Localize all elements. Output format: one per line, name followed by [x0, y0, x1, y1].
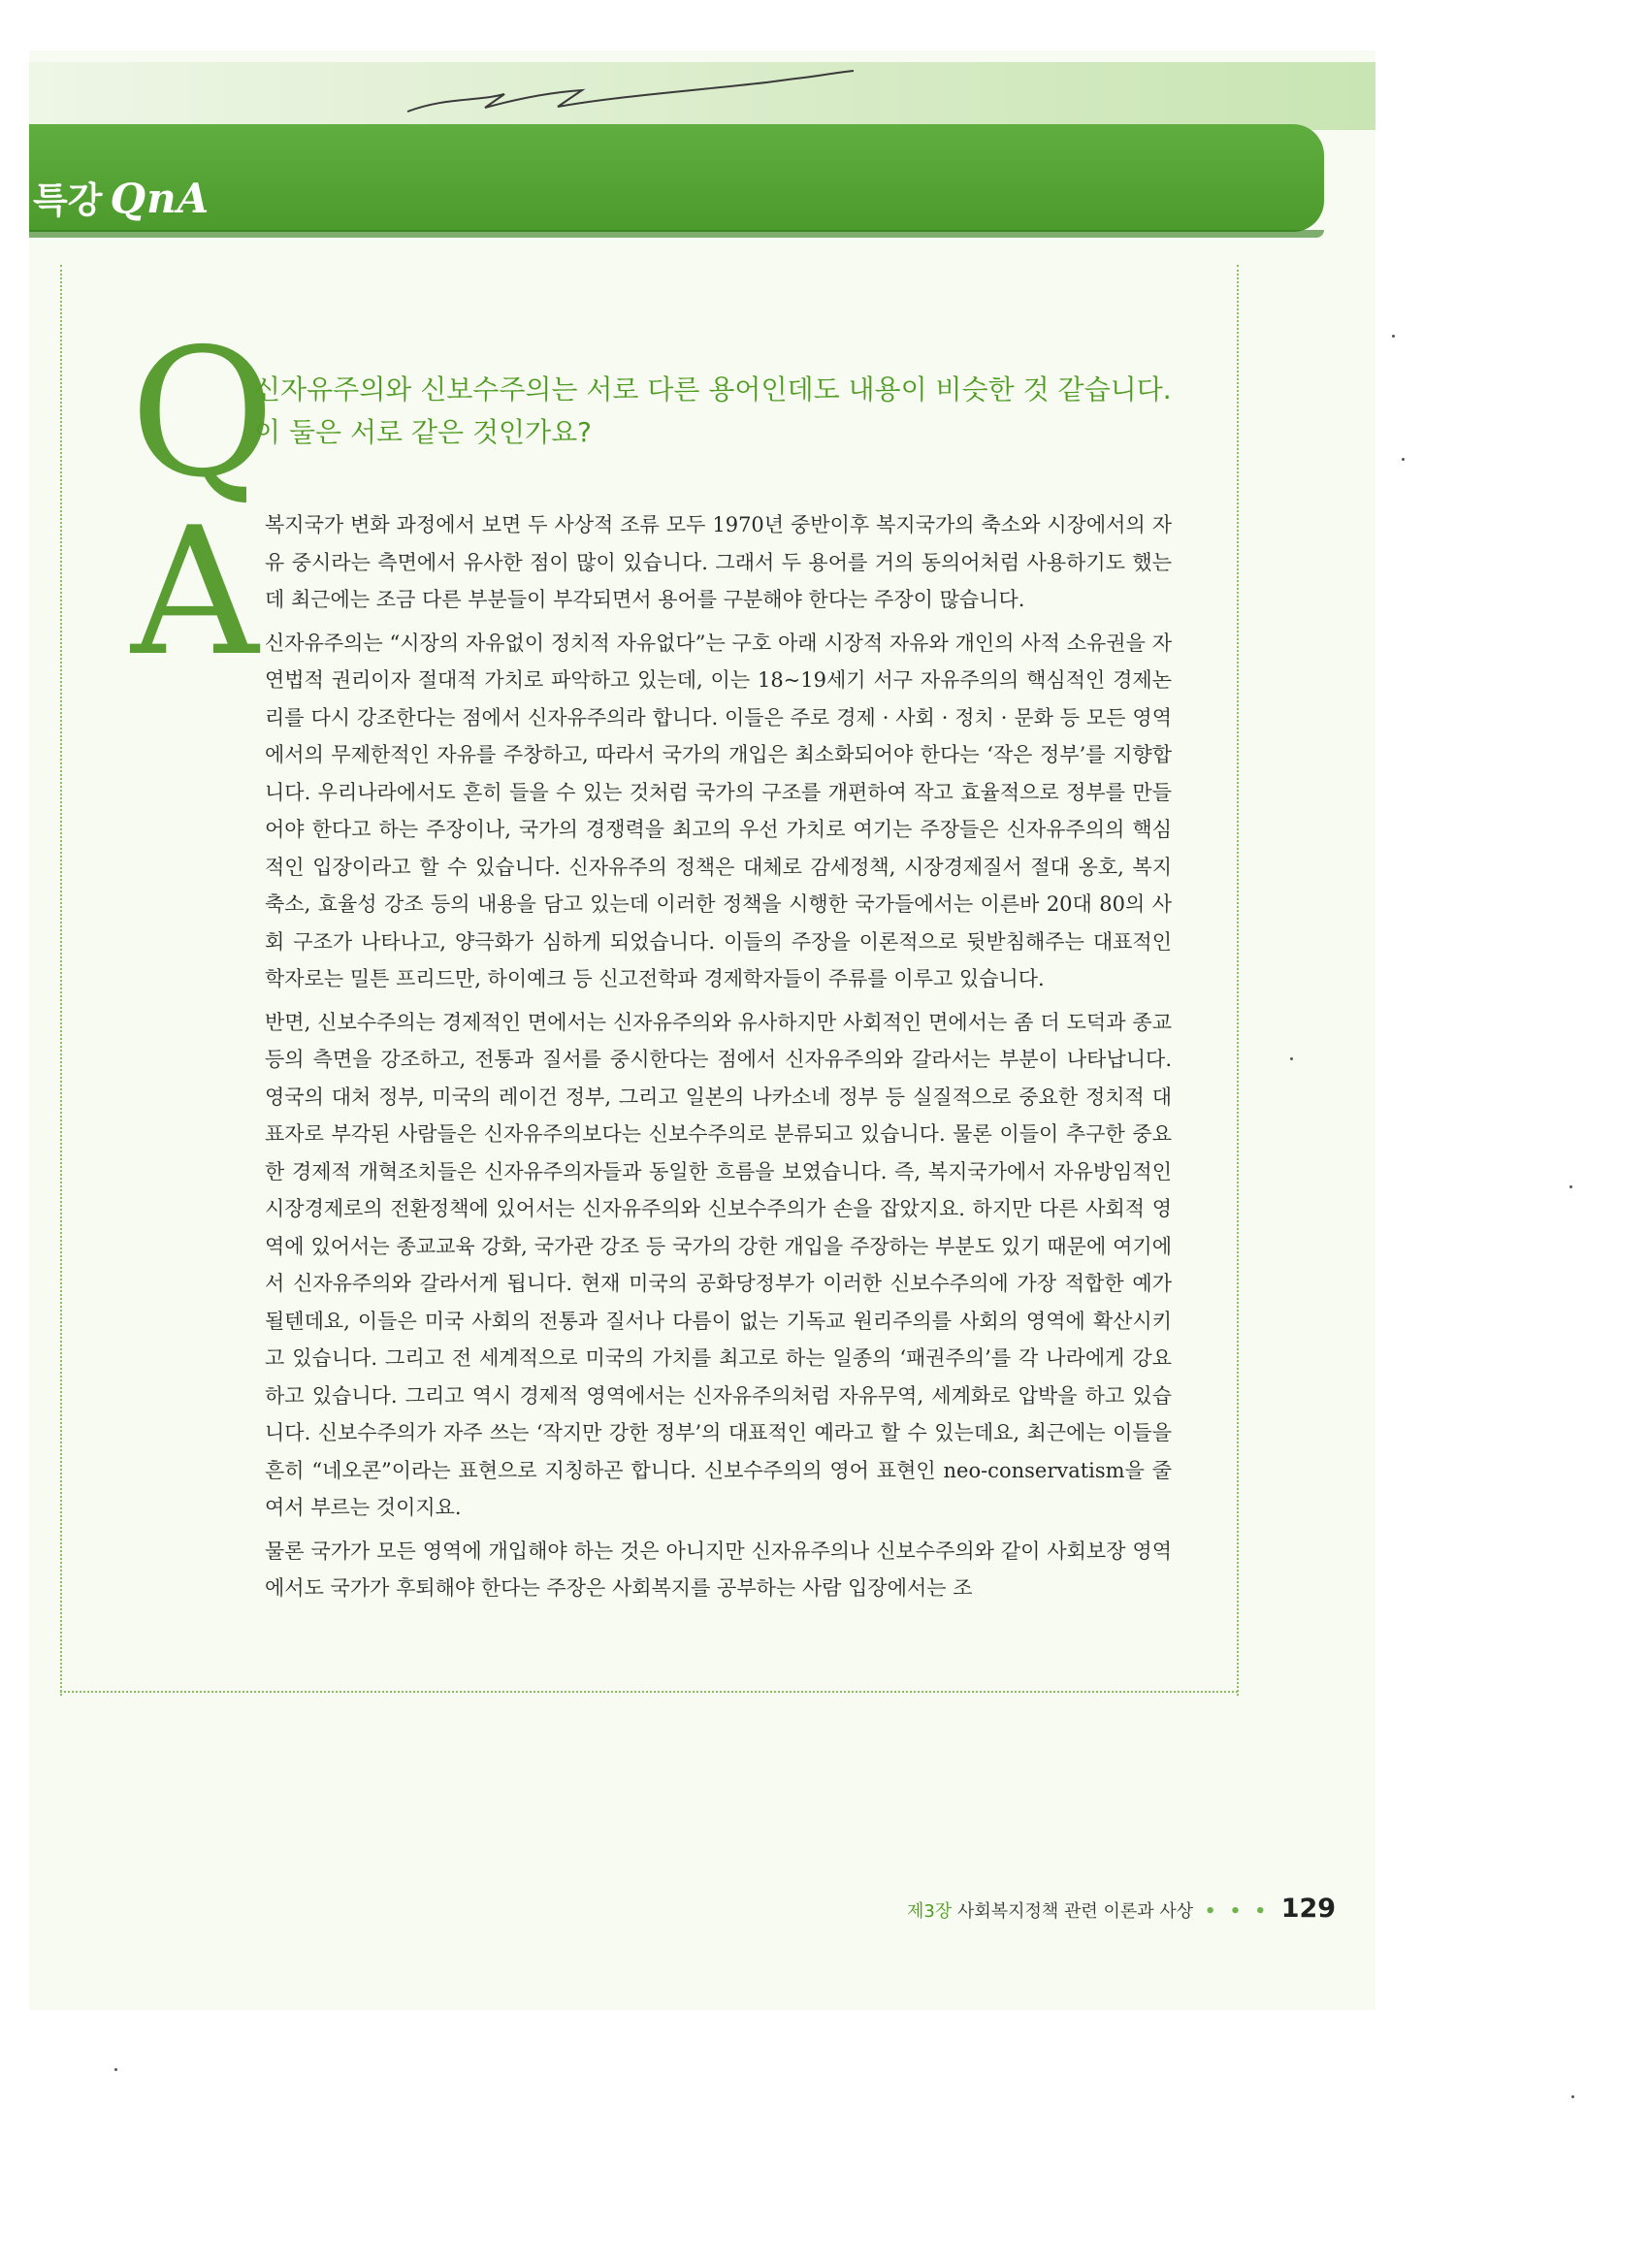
header-bar	[29, 124, 1324, 232]
left-dotted-rule	[60, 265, 62, 1696]
scan-speck	[1569, 1185, 1572, 1188]
scan-speck	[1290, 1057, 1293, 1060]
scan-speck	[1392, 335, 1395, 338]
bottom-dotted-rule	[60, 1691, 1238, 1693]
page-footer	[907, 1894, 1336, 1924]
section-title	[33, 175, 210, 222]
answer-paragraph: 반면, 신보수주의는 경제적인 면에서는 신자유주의와 유사하지만 사회적인 면에서는 좀 더 도덕과 종교 등의 측면을 강조하고, 전통과 질서를 중시한다는 점에서 신자유주의와 갈라서는 부분이 나타납니다. 영국의 대처 정부, 미국의 레이건 정부, 그리고 일본의 나카소네 정부 등 실질적으로 중요한 정치적 대표자로 부각된 사람들은 신자유주의보다는 신보수주의로 분류되고 있습니다. 물론 이들이 추구한 중요한 경제적 개혁조치들은 신자유주의자들과 동일한 흐름을 보였습니다. 즉, 복지국가에서 자유방임적인 시장경제로의 전환정책에 있어서는 신자유주의와 신보수주의가 손을 잡았지요. 하지만 다른 사회적 영역에 있어서는 종교교육 강화, 국가관 강조 등 국가의 강한 개입을 주장하는 부분도 있기 때문에 여기에서 신자유주의와 갈라서게 됩니다. 현재 미국의 공화당정부가 이러한 신보수주의에 가장 적합한 예가 될텐데요, 이들은 미국 사회의 전통과 질서나 다름이 없는 기독교 원리주의를 사회의 영역에 확산시키고 있습니다. 그리고 전 세계적으로 미국의 가치를 최고로 하는 일종의 ‘패권주의’를 각 나라에게 강요하고 있습니다. 그리고 역시 경제적 영역에서는 신자유주의처럼 자유무역, 세계화로 압박을 하고 있습니다. 신보수주의가 자주 쓰는 ‘작지만 강한 정부’의 대표적인 예라고 할 수 있는데요, 최근에는 이들을 흔히 “네오콘”이라는 표현으로 지칭하곤 합니다. 신보수주의의 영어 표현인 neo-conservatism을 줄여서 부르는 것이지요.	[265, 1010, 1172, 1519]
answer-paragraph: 복지국가 변화 과정에서 보면 두 사상적 조류 모두 1970년 중반이후 복지국가의 축소와 시장에서의 자유 중시라는 측면에서 유사한 점이 많이 있습니다. 그래서 두 용어를 거의 동의어처럼 사용하기도 했는데 최근에는 조금 다른 부분들이 부각되면서 용어를 구분해야 한다는 주장이 많습니다.	[265, 513, 1172, 611]
footer-dots: • • •	[1204, 1901, 1270, 1922]
section-title-qna: QnA	[110, 175, 210, 222]
scan-speck	[1571, 2095, 1574, 2098]
scan-speck	[114, 2068, 117, 2071]
scan-speck	[1402, 458, 1405, 461]
footer-title: 사회복지정책 관련 이론과 사상	[956, 1901, 1194, 1922]
answer-initial: A	[131, 489, 259, 695]
answer-paragraph: 신자유주의는 “시장의 자유없이 정치적 자유없다”는 구호 아래 시장적 자유와 개인의 사적 소유권을 자연법적 권리이자 절대적 가치로 파악하고 있는데, 이는 18~19세기 서구 자유주의의 핵심적인 경제논리를 다시 강조한다는 점에서 신자유주의라 합니다. 이들은 주로 경제 · 사회 · 정치 · 문화 등 모든 영역에서의 무제한적인 자유를 주창하고, 따라서 국가의 개입은 최소화되어야 한다는 ‘작은 정부’를 지향합니다. 우리나라에서도 흔히 들을 수 있는 것처럼 국가의 구조를 개편하여 작고 효율적으로 정부를 만들어야 한다고 하는 주장이나, 국가의 경쟁력을 최고의 우선 가치로 여기는 주장들은 신자유주의의 핵심적인 입장이라고 할 수 있습니다. 신자유주의 정책은 대체로 감세정책, 시장경제질서 절대 옹호, 복지 축소, 효율성 강조 등의 내용을 담고 있는데 이러한 정책을 시행한 국가들에서는 이른바 20대 80의 사회 구조가 나타나고, 양극화가 심하게 되었습니다. 이들의 주장을 이론적으로 뒷받침해주는 대표적인 학자로는 밀튼 프리드만, 하이예크 등 신고전학파 경제학자들이 주류를 이루고 있습니다.	[265, 631, 1172, 990]
footer-chapter: 제3장	[907, 1901, 953, 1922]
page-number: 129	[1280, 1894, 1337, 1924]
right-dotted-rule	[1237, 265, 1239, 1696]
pen-scribble	[388, 53, 873, 131]
section-title-korean: 특강	[33, 179, 103, 221]
question-initial: Q	[130, 310, 275, 516]
question-text: 신자유주의와 신보수주의는 서로 다른 용어인데도 내용이 비슷한 것 같습니다. 이 둘은 서로 같은 것인가요?	[254, 373, 1172, 448]
answer-body	[265, 506, 1172, 1613]
answer-paragraph: 물론 국가가 모든 영역에 개입해야 하는 것은 아니지만 신자유주의나 신보수주의와 같이 사회보장 영역에서도 국가가 후퇴해야 한다는 주장은 사회복지를 공부하는 사람 입장에서는 조	[265, 1539, 1172, 1600]
